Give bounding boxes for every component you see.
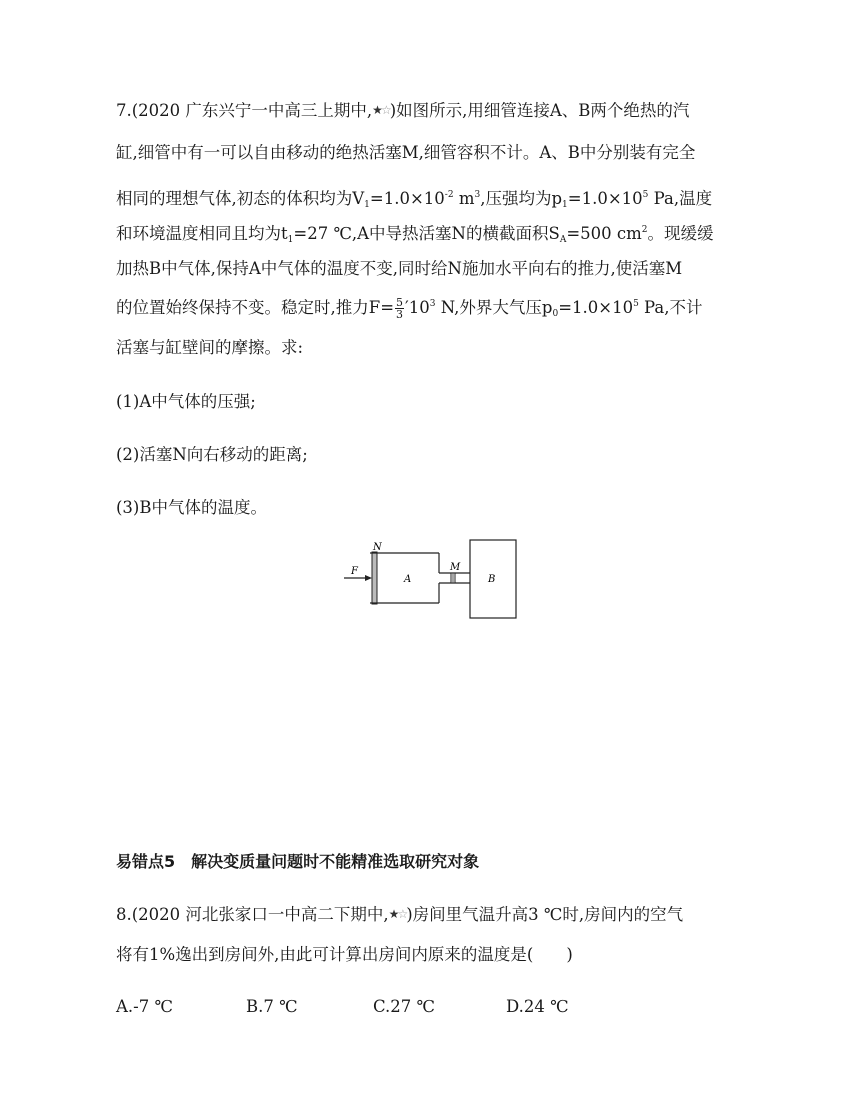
cylinder-diagram — [338, 538, 523, 624]
q7-line-2: 缸,细管中有一可以自由移动的绝热活塞M,细管容积不计。A、B中分别装有完全 — [116, 143, 696, 162]
q7-line-4: 和环境温度相同且均为$t_1=27$ ℃,A中导热活塞N的横截面积$S_A=500$ $cm^2$。现缓缓 — [116, 224, 714, 245]
q8-line-2: 将有1%逸出到房间外,由此可计算出房间内原来的温度是( ) — [116, 945, 573, 964]
option-a[interactable]: A.-7 ℃ — [116, 997, 173, 1016]
cylinder-a-label: A — [404, 574, 412, 585]
force-arrowhead — [365, 575, 372, 581]
q7-part-3: (3)B中气体的温度。 — [116, 498, 267, 517]
option-d[interactable]: D.24 ℃ — [506, 997, 569, 1016]
q7-line-7: 活塞与缸壁间的摩擦。求: — [116, 338, 304, 357]
difficulty-stars-icon: ★☆ — [388, 907, 407, 921]
q8-number: 8. — [116, 905, 132, 924]
force-label: F — [351, 566, 358, 577]
q8-source: (2020 河北张家口一中高二下期中, — [131, 905, 389, 924]
q7-line-1: 7.(2020 广东兴宁一中高三上期中,★☆)如图所示,用细管连接A、B两个绝热的汽 — [116, 101, 690, 120]
q7-line-6: 的位置始终保持不变。稳定时,推力F= $\frac{5}{3}$ $'10^3$ N,外界大气压$p_0=1.0\times 10^5$ Pa,不计 — [116, 296, 703, 321]
piston-n-label: N — [373, 542, 382, 553]
q8-line-1: 8.(2020 河北张家口一中高二下期中,★☆)房间里气温升高3 ℃时,房间内的空气 — [116, 905, 684, 924]
option-c[interactable]: C.27 ℃ — [373, 997, 435, 1016]
difficulty-stars-icon: ★☆ — [372, 103, 390, 117]
q7-source: (2020 广东兴宁一中高三上期中, — [131, 101, 373, 120]
option-b[interactable]: B.7 ℃ — [246, 997, 298, 1016]
cylinder-b-label: B — [488, 574, 496, 585]
q7-number: 7. — [116, 101, 132, 120]
q7-part-1: (1)A中气体的压强; — [116, 392, 256, 411]
piston-m-label: M — [450, 562, 461, 573]
q7-part-2: (2)活塞N向右移动的距离; — [116, 445, 308, 464]
q7-line-3: 相同的理想气体,初态的体积均为$V_1=1.0\times 10^{-2}$ $m^3$,压强均为$p_1=1.0\times 10^5$ Pa,温度 — [116, 189, 713, 210]
fraction: $\frac{5}{3}$ — [396, 296, 404, 321]
q7-line-5: 加热B中气体,保持A中气体的温度不变,同时给N施加水平向右的推力,使活塞M — [116, 259, 683, 278]
piston-n — [372, 552, 377, 604]
section-heading: 易错点5 解决变质量问题时不能精准选取研究对象 — [116, 852, 480, 871]
